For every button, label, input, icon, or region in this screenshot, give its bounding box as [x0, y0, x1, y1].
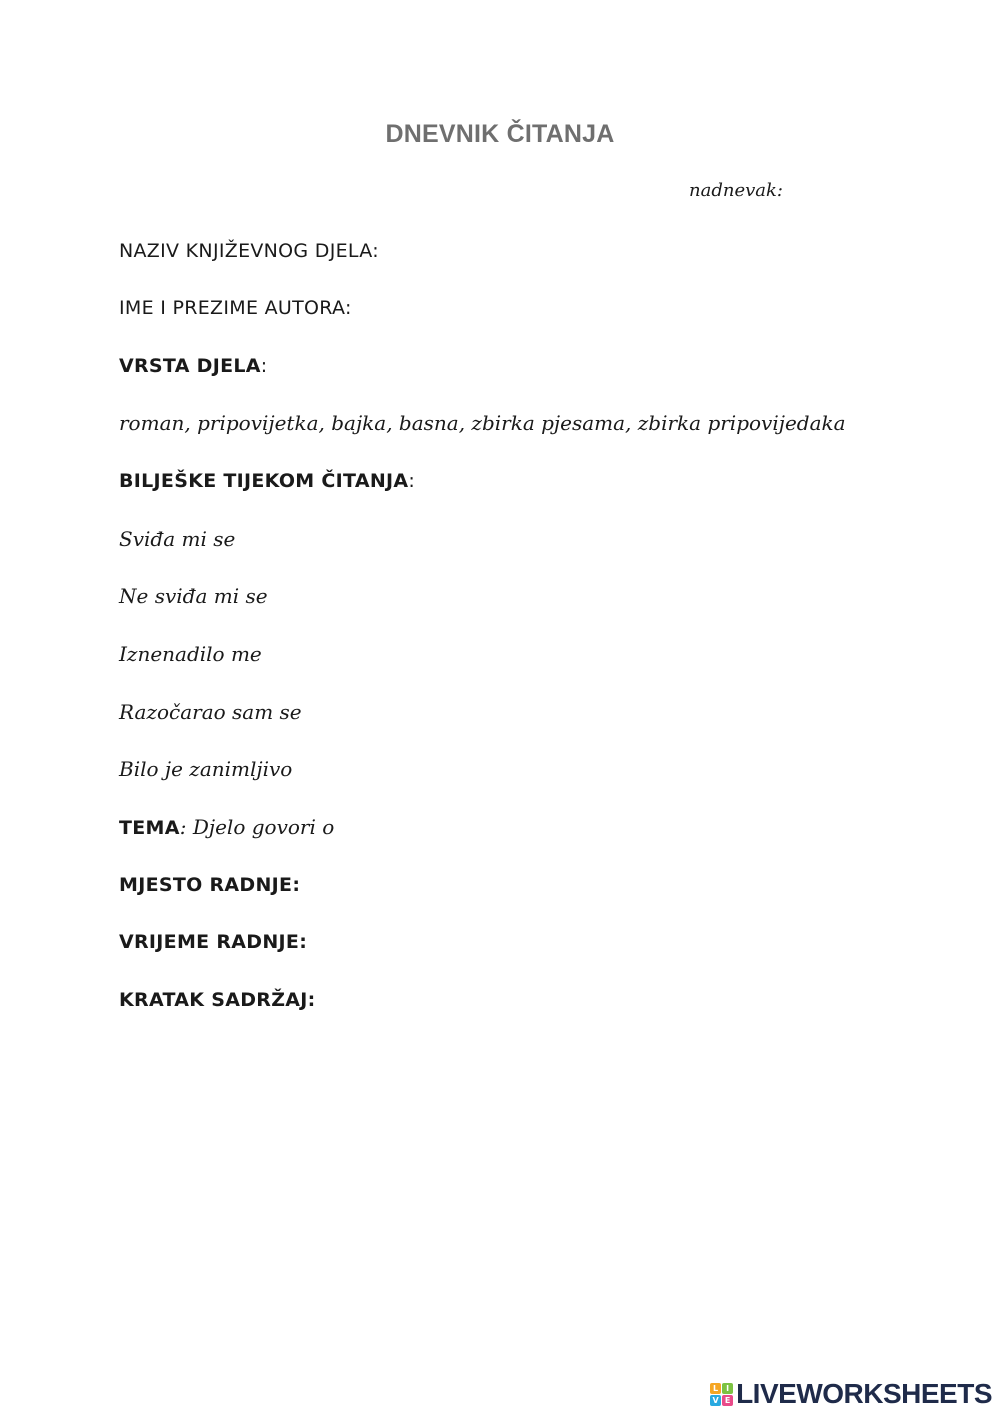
page-title: DNEVNIK ČITANJA: [385, 120, 615, 148]
notes-label: BILJEŠKE TIJEKOM ČITANJA: [119, 470, 409, 492]
summary-label: KRATAK SADRŽAJ:: [119, 989, 316, 1011]
logo-text: LIVEWORKSHEETS: [736, 1378, 992, 1409]
logo-block: L: [710, 1383, 721, 1394]
logo-block: E: [722, 1395, 733, 1406]
theme-label: TEMA: [119, 817, 180, 839]
notes-row: [119, 467, 415, 495]
genre-colon: :: [260, 355, 268, 377]
notes-colon: :: [408, 470, 416, 492]
note-interesting: Bilo je zanimljivo: [119, 757, 293, 781]
note-like: Sviđa mi se: [119, 527, 236, 551]
genre-options: roman, pripovijetka, bajka, basna, zbirka pjesama, zbirka pripovijedaka: [119, 411, 846, 435]
genre-label: VRSTA DJELA: [119, 355, 261, 377]
logo-blocks-icon: [710, 1383, 733, 1406]
genre-row: [119, 352, 267, 380]
note-surprised: Iznenadilo me: [119, 642, 262, 666]
date-label: nadnevak:: [689, 180, 783, 201]
theme-text: : Djelo govori o: [179, 815, 335, 839]
author-label: IME I PREZIME AUTORA:: [119, 297, 352, 319]
book-title-label: NAZIV KNJIŽEVNOG DJELA:: [119, 240, 379, 262]
place-label: MJESTO RADNJE:: [119, 874, 301, 896]
note-dislike: Ne sviđa mi se: [119, 584, 268, 608]
liveworksheets-logo: [710, 1378, 992, 1409]
logo-block: I: [722, 1383, 733, 1394]
time-label: VRIJEME RADNJE:: [119, 931, 308, 953]
logo-block: V: [710, 1395, 721, 1406]
note-disappointed: Razočarao sam se: [119, 700, 302, 724]
theme-row: [119, 813, 334, 842]
